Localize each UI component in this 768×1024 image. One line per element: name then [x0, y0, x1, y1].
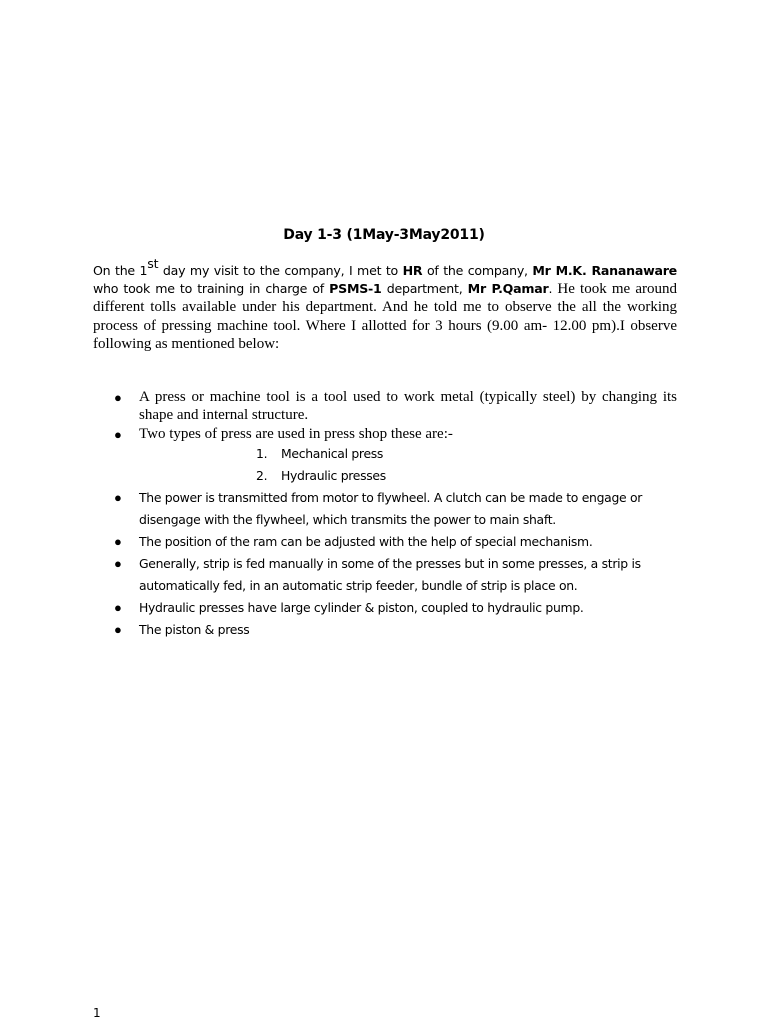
bullet-icon: ● [114, 427, 122, 442]
list-item: Two types of press are used in press shop these are:- [139, 426, 453, 442]
sub-item-number: 2. [256, 468, 268, 483]
bullet-icon: ● [114, 622, 122, 637]
list-item: Hydraulic presses have large cylinder & piston, coupled to hydraulic pump. [139, 600, 584, 615]
list-item: The power is transmitted from motor to flywheel. A clutch can be made to engage or disengage with the flywheel, which transmits the power to main shaft. [139, 490, 643, 527]
ordinal-suffix: st [147, 255, 159, 271]
page-number: 1 [93, 1006, 101, 1020]
bullet-icon: ● [114, 556, 122, 571]
bullet-icon: ● [114, 600, 122, 615]
person-name-1: Mr M.K. Rananaware [532, 263, 677, 278]
list-item: A press or machine tool is a tool used to work metal (typically steel) by changing its shape and internal structure. [139, 389, 677, 423]
intro-text-3: of the company, [422, 263, 533, 278]
intro-text-6: . [548, 280, 553, 296]
hr-label: HR [402, 263, 423, 278]
sub-item-number: 1. [256, 446, 268, 461]
intro-text-2: day my visit to the company, I met to [158, 263, 403, 278]
bullet-icon: ● [114, 490, 122, 505]
page-title: Day 1-3 (1May-3May2011) [283, 227, 485, 243]
sub-item-text: Hydraulic presses [281, 468, 386, 483]
person-name-2: Mr P.Qamar [467, 280, 549, 296]
department-name: PSMS-1 [329, 280, 382, 296]
bullet-icon: ● [114, 390, 122, 405]
sub-item-text: Mechanical press [281, 446, 384, 461]
intro-paragraph [93, 255, 678, 354]
intro-text-4: who took me to training in charge of [93, 280, 330, 296]
intro-text-1: On the 1 [93, 263, 148, 278]
list-item: The piston & press [139, 622, 250, 637]
intro-text-7: He took me around different tolls available under his department. And he told me to observe the all the working process of pressing machine tool. Where I allotted for 3 hours (9.00 am- 12.00 pm).I observe following as mentioned below: [93, 280, 678, 352]
intro-text-5: department, [381, 280, 468, 296]
list-item: The position of the ram can be adjusted with the help of special mechanism. [139, 534, 593, 549]
bullet-icon: ● [114, 534, 122, 549]
list-item: Generally, strip is fed manually in some of the presses but in some presses, a strip is automatically fed, in an automatic strip feeder, bundle of strip is place on. [139, 556, 641, 593]
